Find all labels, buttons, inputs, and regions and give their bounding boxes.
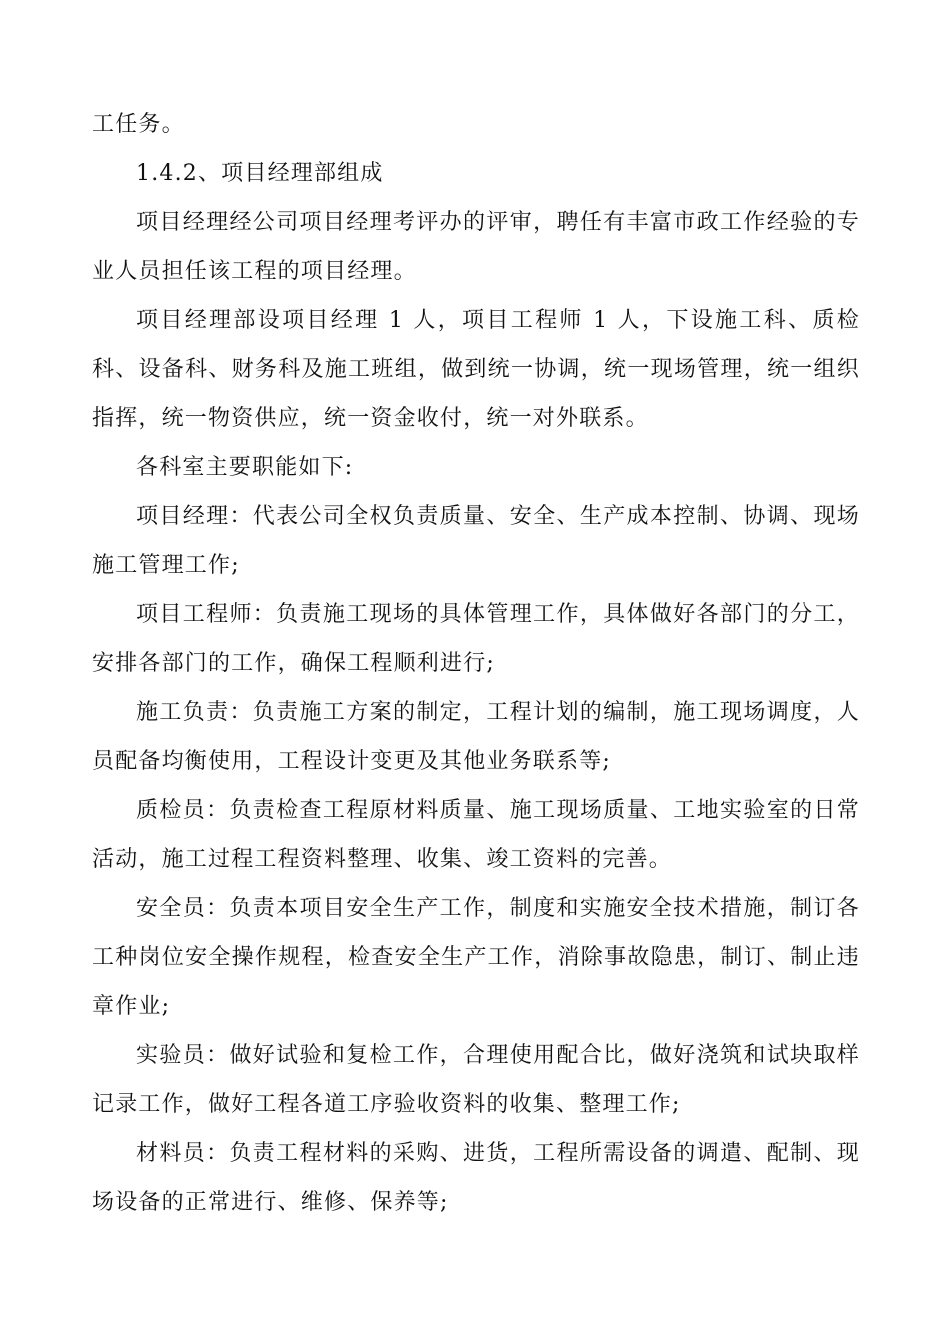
paragraph-role: 安全员：负责本项目安全生产工作，制度和实施安全技术措施，制订各工种岗位安全操作规程，检查安全生产工作，消除事故隐患，制订、制止违章作业; (92, 896, 860, 1019)
section-heading: 1.4.2、项目经理部组成 (136, 161, 384, 186)
paragraph-role: 质检员：负责检查工程原材料质量、施工现场质量、工地实验室的日常活动，施工过程工程资料整理、收集、竣工资料的完善。 (92, 798, 860, 872)
paragraph: 各科室主要职能如下: (136, 455, 354, 480)
document-body (92, 100, 860, 1227)
paragraph-role: 材料员：负责工程材料的采购、进货，工程所需设备的调遣、配制、现场设备的正常进行、维修、保养等; (92, 1141, 860, 1215)
paragraph-role: 项目经理：代表公司全权负责质量、安全、生产成本控制、协调、现场施工管理工作; (92, 504, 860, 578)
paragraph-role: 施工负责：负责施工方案的制定，工程计划的编制，施工现场调度，人员配备均衡使用，工程设计变更及其他业务联系等; (92, 700, 860, 774)
paragraph-continuation: 工任务。 (92, 112, 185, 137)
paragraph-role: 实验员：做好试验和复检工作，合理使用配合比，做好浇筑和试块取样记录工作，做好工程各道工序验收资料的收集、整理工作; (92, 1043, 860, 1117)
paragraph-role: 项目工程师：负责施工现场的具体管理工作，具体做好各部门的分工，安排各部门的工作，确保工程顺利进行; (92, 602, 860, 676)
paragraph: 项目经理部设项目经理 1 人，项目工程师 1 人，下设施工科、质检科、设备科、财务科及施工班组，做到统一协调，统一现场管理，统一组织指挥，统一物资供应，统一资金收付，统一对外联系。 (92, 308, 860, 431)
paragraph: 项目经理经公司项目经理考评办的评审，聘任有丰富市政工作经验的专业人员担任该工程的项目经理。 (92, 210, 860, 284)
